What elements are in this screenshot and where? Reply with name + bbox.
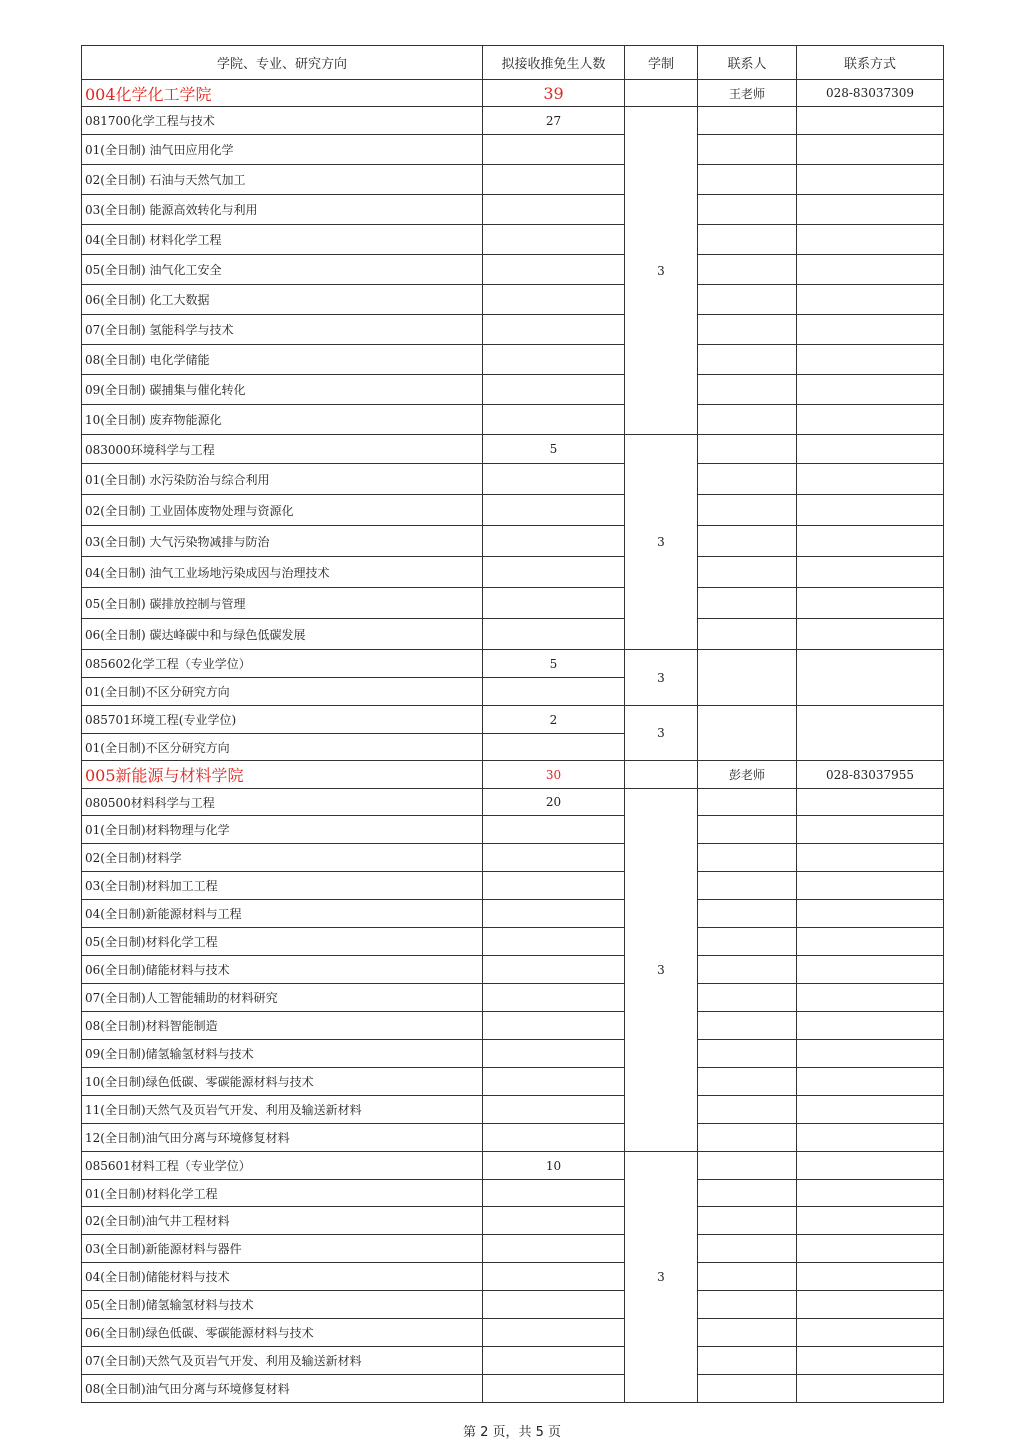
- contact-phone: 028-83037955: [797, 761, 944, 789]
- phone-blank: [797, 872, 944, 900]
- direction-quota: [483, 464, 625, 495]
- direction-quota: [483, 1124, 625, 1152]
- direction-name: 01(全日制)不区分研究方向: [82, 734, 483, 761]
- phone-blank: [797, 1180, 944, 1207]
- phone-blank: [797, 1040, 944, 1068]
- direction-name: 09(全日制) 碳捕集与催化转化: [82, 375, 483, 405]
- direction-row: [82, 315, 944, 345]
- direction-name: 03(全日制) 能源高效转化与利用: [82, 195, 483, 225]
- direction-quota: [483, 405, 625, 435]
- phone-blank: [797, 435, 944, 464]
- header-contact: 联系人: [698, 46, 797, 80]
- direction-row: [82, 495, 944, 526]
- contact-blank: [698, 107, 797, 135]
- college-row: [82, 80, 944, 107]
- contact-blank: [698, 495, 797, 526]
- direction-row: [82, 1040, 944, 1068]
- major-row: [82, 789, 944, 816]
- phone-blank: [797, 1096, 944, 1124]
- direction-row: [82, 1096, 944, 1124]
- direction-quota: [483, 588, 625, 619]
- page-footer: 第 2 页，共 5 页: [462, 1425, 562, 1440]
- direction-quota: [483, 900, 625, 928]
- direction-quota: [483, 1207, 625, 1235]
- direction-quota: [483, 1180, 625, 1207]
- direction-name: 04(全日制)储能材料与技术: [82, 1263, 483, 1291]
- direction-quota: [483, 984, 625, 1012]
- phone-blank: [797, 526, 944, 557]
- direction-row: [82, 588, 944, 619]
- header-count: 拟接收推免生人数: [483, 46, 625, 80]
- major-quota: 5: [483, 650, 625, 678]
- direction-quota: [483, 255, 625, 285]
- college-duration: [625, 761, 698, 789]
- direction-name: 02(全日制) 石油与天然气加工: [82, 165, 483, 195]
- direction-row: [82, 1347, 944, 1375]
- phone-blank: [797, 285, 944, 315]
- direction-name: 03(全日制) 大气污染物减排与防治: [82, 526, 483, 557]
- direction-name: 08(全日制) 电化学储能: [82, 345, 483, 375]
- contact-blank: [698, 405, 797, 435]
- direction-quota: [483, 928, 625, 956]
- contact-blank: [698, 706, 797, 761]
- phone-blank: [797, 1291, 944, 1319]
- study-duration: 3: [625, 1152, 698, 1403]
- contact-blank: [698, 872, 797, 900]
- contact-blank: [698, 1235, 797, 1263]
- direction-row: [82, 900, 944, 928]
- phone-blank: [797, 375, 944, 405]
- major-row: [82, 435, 944, 464]
- direction-row: [82, 165, 944, 195]
- college-name: 004化学化工学院: [82, 80, 483, 107]
- contact-blank: [698, 1180, 797, 1207]
- direction-row: [82, 1291, 944, 1319]
- table-header-row: [82, 46, 944, 80]
- direction-row: [82, 816, 944, 844]
- direction-row: [82, 1263, 944, 1291]
- phone-blank: [797, 1152, 944, 1180]
- direction-name: 03(全日制)新能源材料与器件: [82, 1235, 483, 1263]
- college-name: 005新能源与材料学院: [82, 761, 483, 789]
- direction-row: [82, 1375, 944, 1403]
- phone-blank: [797, 789, 944, 816]
- direction-quota: [483, 526, 625, 557]
- direction-name: 01(全日制)不区分研究方向: [82, 678, 483, 706]
- phone-blank: [797, 1347, 944, 1375]
- contact-blank: [698, 195, 797, 225]
- phone-blank: [797, 1375, 944, 1403]
- phone-blank: [797, 195, 944, 225]
- direction-row: [82, 928, 944, 956]
- contact-blank: [698, 928, 797, 956]
- phone-blank: [797, 405, 944, 435]
- direction-quota: [483, 135, 625, 165]
- contact-blank: [698, 588, 797, 619]
- contact-blank: [698, 789, 797, 816]
- phone-blank: [797, 107, 944, 135]
- direction-row: [82, 345, 944, 375]
- direction-quota: [483, 1068, 625, 1096]
- phone-blank: [797, 706, 944, 761]
- contact-blank: [698, 225, 797, 255]
- direction-name: 02(全日制)油气井工程材料: [82, 1207, 483, 1235]
- contact-phone: 028-83037309: [797, 80, 944, 107]
- direction-name: 01(全日制)材料化学工程: [82, 1180, 483, 1207]
- phone-blank: [797, 315, 944, 345]
- direction-name: 02(全日制)材料学: [82, 844, 483, 872]
- direction-name: 04(全日制) 油气工业场地污染成因与治理技术: [82, 557, 483, 588]
- direction-row: [82, 984, 944, 1012]
- contact-blank: [698, 1375, 797, 1403]
- phone-blank: [797, 165, 944, 195]
- phone-blank: [797, 956, 944, 984]
- contact-blank: [698, 1291, 797, 1319]
- direction-name: 09(全日制)储氢输氢材料与技术: [82, 1040, 483, 1068]
- direction-name: 05(全日制) 油气化工安全: [82, 255, 483, 285]
- header-phone: 联系方式: [797, 46, 944, 80]
- contact-blank: [698, 1263, 797, 1291]
- phone-blank: [797, 1207, 944, 1235]
- direction-row: [82, 1012, 944, 1040]
- study-duration: 3: [625, 706, 698, 761]
- contact-blank: [698, 315, 797, 345]
- direction-name: 08(全日制)材料智能制造: [82, 1012, 483, 1040]
- contact-blank: [698, 135, 797, 165]
- direction-row: [82, 1180, 944, 1207]
- phone-blank: [797, 619, 944, 650]
- contact-blank: [698, 557, 797, 588]
- direction-quota: [483, 225, 625, 255]
- major-row: [82, 107, 944, 135]
- direction-quota: [483, 872, 625, 900]
- contact-blank: [698, 650, 797, 706]
- direction-name: 11(全日制)天然气及页岩气开发、利用及输送新材料: [82, 1096, 483, 1124]
- direction-row: [82, 225, 944, 255]
- direction-name: 05(全日制)储氢输氢材料与技术: [82, 1291, 483, 1319]
- direction-quota: [483, 165, 625, 195]
- contact-person: 彭老师: [698, 761, 797, 789]
- contact-blank: [698, 1012, 797, 1040]
- direction-row: [82, 135, 944, 165]
- study-duration: 3: [625, 650, 698, 706]
- direction-quota: [483, 844, 625, 872]
- contact-blank: [698, 1040, 797, 1068]
- phone-blank: [797, 495, 944, 526]
- admissions-table: [81, 45, 944, 1403]
- major-quota: 2: [483, 706, 625, 734]
- direction-name: 04(全日制)新能源材料与工程: [82, 900, 483, 928]
- phone-blank: [797, 844, 944, 872]
- direction-row: [82, 375, 944, 405]
- contact-blank: [698, 956, 797, 984]
- direction-row: [82, 844, 944, 872]
- contact-blank: [698, 464, 797, 495]
- contact-blank: [698, 619, 797, 650]
- contact-blank: [698, 165, 797, 195]
- direction-name: 02(全日制) 工业固体废物处理与资源化: [82, 495, 483, 526]
- contact-blank: [698, 900, 797, 928]
- phone-blank: [797, 900, 944, 928]
- contact-blank: [698, 1068, 797, 1096]
- major-row: [82, 650, 944, 678]
- direction-name: 12(全日制)油气田分离与环境修复材料: [82, 1124, 483, 1152]
- major-name: 085601材料工程（专业学位）: [82, 1152, 483, 1180]
- direction-quota: [483, 1347, 625, 1375]
- contact-blank: [698, 1319, 797, 1347]
- phone-blank: [797, 928, 944, 956]
- phone-blank: [797, 135, 944, 165]
- direction-quota: [483, 557, 625, 588]
- study-duration: 3: [625, 789, 698, 1152]
- phone-blank: [797, 1319, 944, 1347]
- contact-blank: [698, 1124, 797, 1152]
- contact-person: 王老师: [698, 80, 797, 107]
- phone-blank: [797, 225, 944, 255]
- direction-row: [82, 1124, 944, 1152]
- major-row: [82, 706, 944, 734]
- direction-quota: [483, 1096, 625, 1124]
- phone-blank: [797, 650, 944, 706]
- direction-name: 07(全日制)人工智能辅助的材料研究: [82, 984, 483, 1012]
- college-quota: 30: [483, 761, 625, 789]
- direction-name: 04(全日制) 材料化学工程: [82, 225, 483, 255]
- contact-blank: [698, 255, 797, 285]
- major-quota: 27: [483, 107, 625, 135]
- direction-quota: [483, 345, 625, 375]
- direction-quota: [483, 315, 625, 345]
- direction-quota: [483, 1319, 625, 1347]
- direction-row: [82, 526, 944, 557]
- direction-quota: [483, 619, 625, 650]
- college-quota: 39: [483, 80, 625, 107]
- study-duration: 3: [625, 435, 698, 650]
- major-quota: 10: [483, 1152, 625, 1180]
- direction-name: 10(全日制)绿色低碳、零碳能源材料与技术: [82, 1068, 483, 1096]
- direction-quota: [483, 1375, 625, 1403]
- direction-name: 05(全日制)材料化学工程: [82, 928, 483, 956]
- direction-name: 06(全日制)绿色低碳、零碳能源材料与技术: [82, 1319, 483, 1347]
- phone-blank: [797, 1124, 944, 1152]
- contact-blank: [698, 1207, 797, 1235]
- college-row: [82, 761, 944, 789]
- phone-blank: [797, 1235, 944, 1263]
- phone-blank: [797, 1068, 944, 1096]
- direction-quota: [483, 1291, 625, 1319]
- direction-name: 03(全日制)材料加工工程: [82, 872, 483, 900]
- direction-name: 08(全日制)油气田分离与环境修复材料: [82, 1375, 483, 1403]
- direction-row: [82, 1207, 944, 1235]
- direction-row: [82, 619, 944, 650]
- phone-blank: [797, 255, 944, 285]
- direction-name: 01(全日制)材料物理与化学: [82, 816, 483, 844]
- direction-name: 01(全日制) 水污染防治与综合利用: [82, 464, 483, 495]
- contact-blank: [698, 435, 797, 464]
- contact-blank: [698, 816, 797, 844]
- direction-name: 07(全日制) 氢能科学与技术: [82, 315, 483, 345]
- contact-blank: [698, 844, 797, 872]
- direction-row: [82, 255, 944, 285]
- direction-row: [82, 872, 944, 900]
- direction-quota: [483, 1040, 625, 1068]
- contact-blank: [698, 526, 797, 557]
- major-name: 081700化学工程与技术: [82, 107, 483, 135]
- phone-blank: [797, 345, 944, 375]
- direction-quota: [483, 285, 625, 315]
- phone-blank: [797, 1263, 944, 1291]
- major-quota: 5: [483, 435, 625, 464]
- direction-name: 07(全日制)天然气及页岩气开发、利用及输送新材料: [82, 1347, 483, 1375]
- contact-blank: [698, 345, 797, 375]
- phone-blank: [797, 816, 944, 844]
- direction-row: [82, 1068, 944, 1096]
- phone-blank: [797, 557, 944, 588]
- header-duration: 学制: [625, 46, 698, 80]
- direction-name: 10(全日制) 废弃物能源化: [82, 405, 483, 435]
- contact-blank: [698, 375, 797, 405]
- direction-row: [82, 464, 944, 495]
- direction-quota: [483, 734, 625, 761]
- college-duration: [625, 80, 698, 107]
- contact-blank: [698, 984, 797, 1012]
- direction-quota: [483, 1235, 625, 1263]
- phone-blank: [797, 588, 944, 619]
- direction-row: [82, 1235, 944, 1263]
- direction-row: [82, 956, 944, 984]
- phone-blank: [797, 464, 944, 495]
- direction-row: [82, 1319, 944, 1347]
- direction-name: 06(全日制) 化工大数据: [82, 285, 483, 315]
- contact-blank: [698, 1152, 797, 1180]
- direction-quota: [483, 375, 625, 405]
- major-name: 085701环境工程(专业学位): [82, 706, 483, 734]
- direction-name: 05(全日制) 碳排放控制与管理: [82, 588, 483, 619]
- contact-blank: [698, 285, 797, 315]
- direction-quota: [483, 956, 625, 984]
- direction-name: 01(全日制) 油气田应用化学: [82, 135, 483, 165]
- direction-quota: [483, 1012, 625, 1040]
- major-name: 080500材料科学与工程: [82, 789, 483, 816]
- study-duration: 3: [625, 107, 698, 435]
- phone-blank: [797, 984, 944, 1012]
- major-name: 083000环境科学与工程: [82, 435, 483, 464]
- header-name: 学院、专业、研究方向: [82, 46, 483, 80]
- direction-row: [82, 405, 944, 435]
- direction-quota: [483, 495, 625, 526]
- contact-blank: [698, 1096, 797, 1124]
- contact-blank: [698, 1347, 797, 1375]
- direction-quota: [483, 195, 625, 225]
- direction-row: [82, 285, 944, 315]
- direction-row: [82, 195, 944, 225]
- major-row: [82, 1152, 944, 1180]
- direction-quota: [483, 1263, 625, 1291]
- direction-name: 06(全日制) 碳达峰碳中和与绿色低碳发展: [82, 619, 483, 650]
- direction-row: [82, 557, 944, 588]
- major-quota: 20: [483, 789, 625, 816]
- direction-quota: [483, 816, 625, 844]
- major-name: 085602化学工程（专业学位）: [82, 650, 483, 678]
- phone-blank: [797, 1012, 944, 1040]
- direction-name: 06(全日制)储能材料与技术: [82, 956, 483, 984]
- direction-quota: [483, 678, 625, 706]
